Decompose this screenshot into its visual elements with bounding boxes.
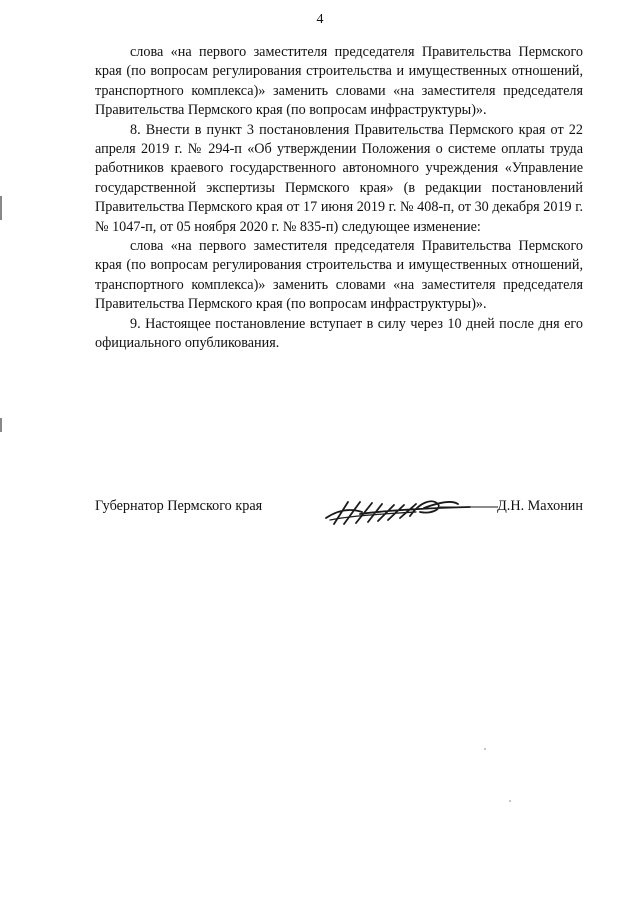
paragraph-item-8: 8. Внести в пункт 3 постановления Правительства Пермского края от 22 апреля 2019 г. № 294-п «Об утверждении Положения о системе оплаты труда работников краевого государственного автономного учреждения «Управление государственной экспертизы Пермского края» (в редакции постановлений Правительства Пермского края от 17 июня 2019 г. № 408-п, от 30 декабря 2019 г. № 1047-п, от 05 ноября 2020 г. № 835-п) следующее изменение: — [95, 121, 583, 235]
signatory-role: Губернатор Пермского края — [95, 498, 263, 514]
paragraph-item-9: 9. Настоящее постановление вступает в силу через 10 дней после дня его официального опубликования. — [95, 315, 583, 352]
margin-mark — [0, 418, 2, 432]
paragraph-replacement-1: слова «на первого заместителя председателя Правительства Пермского края (по вопросам регулирования строительства и имущественных отношений, транспортного комплекса)» заменить словами «на заместителя председателя Правительства Пермского края (по вопросам инфраструктуры)». — [95, 44, 583, 119]
signature-block — [95, 490, 583, 530]
paragraph-replacement-2: слова «на первого заместителя председателя Правительства Пермского края (по вопросам регулирования строительства и имущественных отношений, транспортного комплекса)» заменить словами «на заместителя председателя Правительства Пермского края (по вопросам инфраструктуры)». — [95, 238, 583, 313]
scan-speck — [484, 748, 486, 750]
signatory-name: Д.Н. Махонин — [497, 498, 583, 514]
document-body — [95, 43, 583, 354]
margin-mark — [0, 196, 2, 220]
scan-speck — [509, 800, 511, 802]
handwritten-signature — [320, 490, 500, 530]
page-number: 4 — [316, 12, 324, 27]
